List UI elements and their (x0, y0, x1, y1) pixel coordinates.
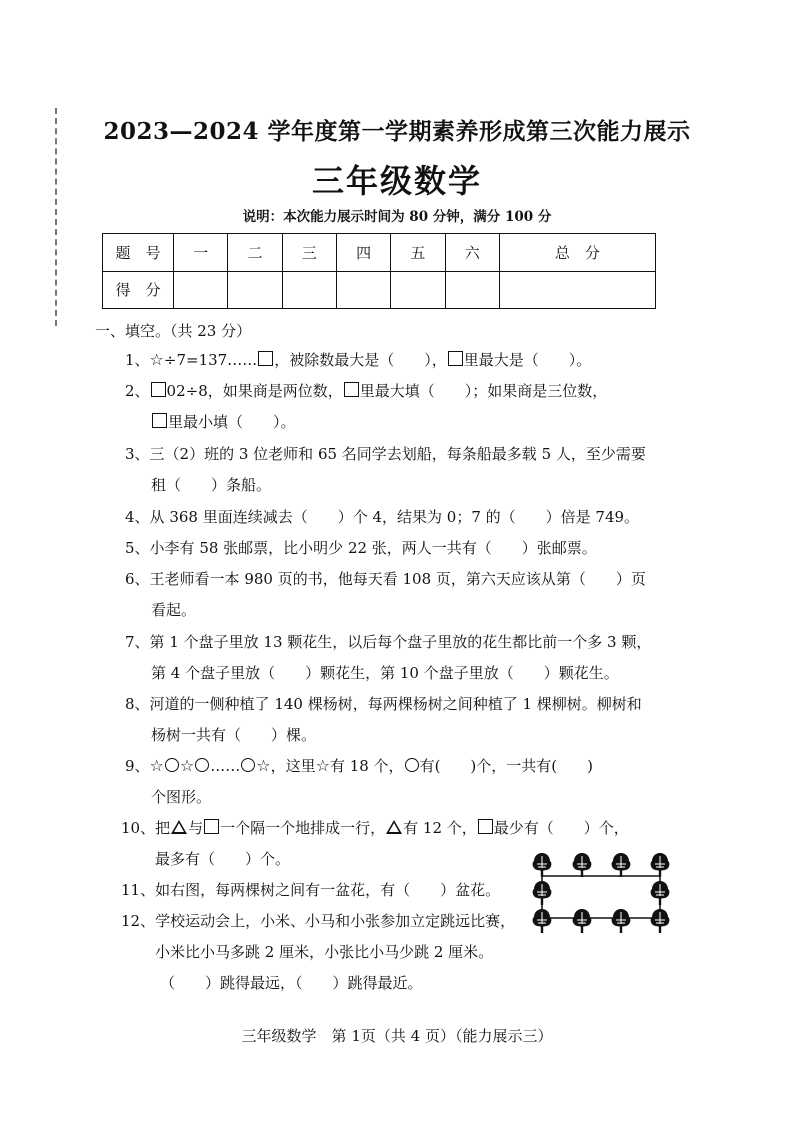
star-icon: ☆ (149, 350, 164, 369)
score-cell-total[interactable] (499, 271, 655, 309)
q1-text-a: ÷7=137…… (163, 351, 258, 369)
q9-ellipsis: …… (210, 757, 241, 775)
q9-number: 9、 (125, 757, 150, 775)
question-8 (125, 694, 642, 714)
q6-number: 6、 (125, 570, 150, 588)
tree-icon (612, 853, 631, 877)
q3-line-2: 租（ ）条船。 (151, 476, 272, 494)
score-table-header-row (103, 234, 656, 272)
q11-text: 如右图，每两棵树之间有一盆花，有（ ）盆花。 (155, 881, 501, 899)
triangle-icon (171, 820, 187, 834)
subject-title: 三年级数学 (311, 162, 482, 200)
score-table-score-row (103, 271, 656, 309)
score-cell-5[interactable] (391, 271, 445, 309)
q12-line-1: 学校运动会上，小米、小马和小张参加立定跳远比赛， (155, 912, 516, 930)
q1-number: 1、 (125, 351, 150, 369)
col-2: 二 (228, 234, 282, 272)
tree-icon (651, 881, 670, 905)
square-icon (448, 351, 463, 366)
q9-line-2: 个图形。 (151, 788, 212, 806)
square-icon (344, 382, 359, 397)
exam-note: 说明：本次能力展示时间为 80 分钟，满分 100 分 (242, 209, 552, 225)
q3-number: 3、 (125, 445, 150, 463)
q11-number: 11、 (121, 881, 156, 899)
q12-line-3: （ ）跳得最远，（ ）跳得最近。 (160, 974, 423, 992)
q8-line-2: 杨树一共有（ ）棵。 (151, 726, 317, 744)
q4-text: 从 368 里面连续减去（ ）个 4，结果为 0；7 的（ ）倍是 749。 (149, 508, 640, 526)
q2-text-b: 里最大填（ ）；如果商是三位数， (359, 382, 608, 400)
col-4: 四 (336, 234, 390, 272)
figure-rectangle (542, 876, 660, 918)
square-icon (204, 819, 219, 834)
page-footer: 三年级数学 第 1页（共 4 页）（能力展示三） (241, 1027, 553, 1045)
question-5 (125, 538, 597, 558)
col-1: 一 (174, 234, 228, 272)
col-6: 六 (445, 234, 499, 272)
question-2-line-2 (151, 412, 296, 432)
triangle-icon (386, 820, 402, 834)
circle-icon (405, 758, 419, 772)
circle-icon (165, 758, 179, 772)
q9-text-d: 有( )个，一共有( ) (419, 757, 593, 775)
tree-icon (533, 853, 552, 877)
q9-text-c: 有 18 个， (329, 757, 404, 775)
square-icon (151, 382, 166, 397)
q6-line-1: 王老师看一本 980 页的书，他每天看 108 页，第六天应该从第（ ）页 (149, 570, 646, 588)
question-9 (125, 756, 593, 776)
star-icon: ☆ (149, 756, 164, 775)
row-label-number: 题 号 (103, 234, 174, 272)
question-1 (125, 350, 591, 370)
question-6 (125, 569, 646, 589)
q10-text-c: 一个隔一个地排成一行， (220, 819, 386, 837)
q10-text-a: 把 (155, 819, 171, 837)
tree-icon (533, 909, 552, 933)
question-7 (125, 632, 651, 652)
tree-icon (651, 853, 670, 877)
q10-text-e: 最少有（ ）个， (493, 819, 629, 837)
row-label-score: 得 分 (103, 271, 174, 309)
section-1-title: 一、填空。（共 23 分） (95, 322, 252, 340)
q8-number: 8、 (125, 695, 150, 713)
question-3 (125, 444, 646, 464)
star-icon: ☆ (256, 756, 271, 775)
col-total: 总 分 (499, 234, 655, 272)
score-cell-2[interactable] (228, 271, 282, 309)
q7-line-1: 第 1 个盘子里放 13 颗花生，以后每个盘子里放的花生都比前一个多 3 颗， (149, 633, 652, 651)
q10-text-b: 与 (188, 819, 204, 837)
q2-text-a: 02÷8，如果商是两位数， (166, 382, 343, 400)
question-2 (125, 381, 607, 401)
q5-number: 5、 (125, 539, 150, 557)
q10-number: 10、 (121, 819, 156, 837)
q5-text: 小李有 58 张邮票，比小明少 22 张，两人一共有（ ）张邮票。 (149, 539, 597, 557)
q8-line-1: 河道的一侧种植了 140 棵杨树，每两棵杨树之间种植了 1 棵柳树。柳树和 (149, 695, 642, 713)
tree-icon (612, 909, 631, 933)
score-table (102, 233, 656, 309)
tree-icon (573, 853, 592, 877)
col-5: 五 (391, 234, 445, 272)
q1-text-c: 里最大是（ ）。 (463, 351, 592, 369)
tree-icon (573, 909, 592, 933)
q10-line-2: 最多有（ ）个。 (155, 850, 291, 868)
q2-number: 2、 (125, 382, 150, 400)
square-icon (478, 819, 493, 834)
tree-rectangle-figure (527, 850, 677, 942)
question-12 (121, 911, 515, 931)
question-4 (125, 507, 639, 527)
question-10 (121, 818, 629, 838)
q2-text-c: 里最小填（ ）。 (168, 413, 296, 431)
q9-text-b: ，这里 (270, 757, 316, 775)
q7-line-2: 第 4 个盘子里放（ ）颗花生，第 10 个盘子里放（ ）颗花生。 (151, 664, 619, 682)
tree-icon (651, 909, 670, 933)
q7-number: 7、 (125, 633, 150, 651)
star-icon: ☆ (179, 756, 195, 775)
star-icon: ☆ (315, 756, 330, 775)
q12-number: 12、 (121, 912, 156, 930)
square-icon (258, 351, 273, 366)
exam-title: 2023—2024 学年度第一学期素养形成第三次能力展示 (103, 118, 691, 145)
circle-icon (195, 758, 209, 772)
question-11 (121, 880, 500, 900)
score-cell-6[interactable] (445, 271, 499, 309)
q12-line-2: 小米比小马多跳 2 厘米，小张比小马少跳 2 厘米。 (155, 943, 494, 961)
q10-text-d: 有 12 个， (403, 819, 477, 837)
q6-line-2: 看起。 (151, 601, 197, 619)
q4-number: 4、 (125, 508, 150, 526)
q1-text-b: ，被除数最大是（ ）， (274, 351, 447, 369)
col-3: 三 (282, 234, 336, 272)
q3-line-1: 三（2）班的 3 位老师和 65 名同学去划船，每条船最多载 5 人，至少需要 (149, 445, 646, 463)
score-cell-1[interactable] (174, 271, 228, 309)
square-icon (152, 413, 167, 428)
circle-icon (241, 758, 255, 772)
score-cell-3[interactable] (282, 271, 336, 309)
score-cell-4[interactable] (336, 271, 390, 309)
tree-icon (533, 881, 552, 905)
